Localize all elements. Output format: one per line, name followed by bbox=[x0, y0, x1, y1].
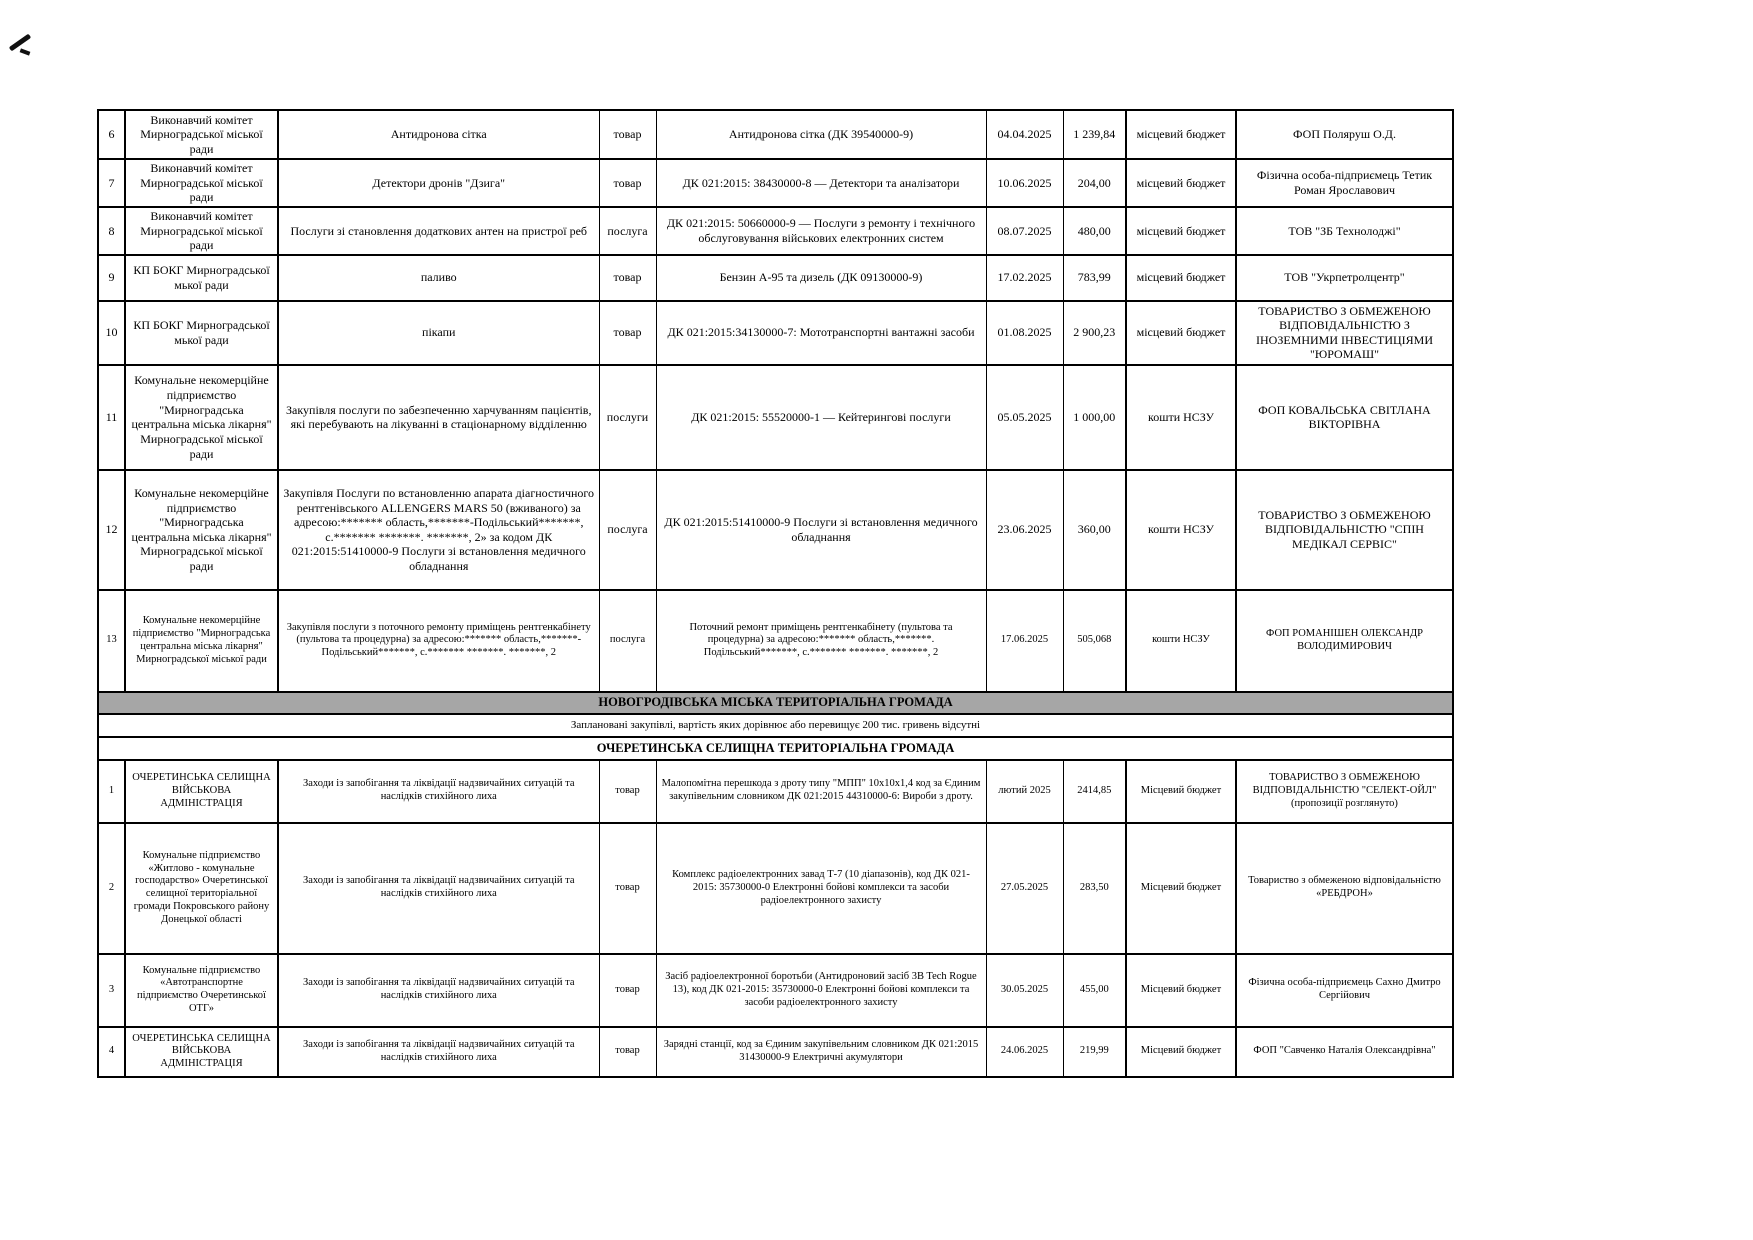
cell-type: товар bbox=[599, 1027, 656, 1077]
cell-item: Поточний ремонт приміщень рентгенкабінету (пультова та процедурна) за адресою:******* область,*******. Подільський*******, с.******* *******. *******, 2 bbox=[656, 590, 986, 692]
cell-date: 30.05.2025 bbox=[986, 954, 1063, 1027]
cell-description: Послуги зі становлення додаткових антен на пристрої реб bbox=[278, 207, 599, 255]
cell-customer: Комунальне некомерційне підприємство "Мирноградська центральна міська лікарня" Мирноградської міської ради bbox=[125, 590, 278, 692]
cell-customer: Комунальне некомерційне підприємство "Мирноградська центральна міська лікарня" Мирноградської міської ради bbox=[125, 470, 278, 590]
cell-row-number: 6 bbox=[98, 110, 125, 159]
cell-type: послуга bbox=[599, 470, 656, 590]
table-row bbox=[98, 365, 1453, 470]
section-note-row bbox=[98, 714, 1453, 737]
cell-date: 04.04.2025 bbox=[986, 110, 1063, 159]
cell-customer: КП БОКГ Мирноградської мької ради bbox=[125, 301, 278, 365]
cell-supplier: ТОВАРИСТВО З ОБМЕЖЕНОЮ ВІДПОВІДАЛЬНІСТЮ "СПІН МЕДІКАЛ СЕРВІС" bbox=[1236, 470, 1453, 590]
cell-amount: 455,00 bbox=[1063, 954, 1126, 1027]
cell-date: 24.06.2025 bbox=[986, 1027, 1063, 1077]
cell-row-number: 12 bbox=[98, 470, 125, 590]
cell-date: 17.06.2025 bbox=[986, 590, 1063, 692]
cell-type: товар bbox=[599, 954, 656, 1027]
cell-budget: місцевий бюджет bbox=[1126, 301, 1236, 365]
section-header-ocheretynska bbox=[98, 737, 1453, 760]
cell-description: Детектори дронів "Дзига" bbox=[278, 159, 599, 207]
cell-date: 23.06.2025 bbox=[986, 470, 1063, 590]
cell-supplier: ТОВ "ЗБ Технолоджі" bbox=[1236, 207, 1453, 255]
table-row bbox=[98, 1027, 1453, 1077]
cell-supplier: Фізична особа-підприємець Тетик Роман Ярославович bbox=[1236, 159, 1453, 207]
cell-amount: 2414,85 bbox=[1063, 760, 1126, 823]
cell-supplier: ФОП КОВАЛЬСЬКА СВІТЛАНА ВІКТОРІВНА bbox=[1236, 365, 1453, 470]
cell-amount: 360,00 bbox=[1063, 470, 1126, 590]
cell-budget: кошти НСЗУ bbox=[1126, 365, 1236, 470]
cell-date: 05.05.2025 bbox=[986, 365, 1063, 470]
cell-supplier: Фізична особа-підприємець Сахно Дмитро Сергійович bbox=[1236, 954, 1453, 1027]
cell-budget: Місцевий бюджет bbox=[1126, 823, 1236, 954]
table-row bbox=[98, 823, 1453, 954]
cell-budget: місцевий бюджет bbox=[1126, 110, 1236, 159]
cell-amount: 505,068 bbox=[1063, 590, 1126, 692]
cell-amount: 1 000,00 bbox=[1063, 365, 1126, 470]
cell-item: Малопомітна перешкода з дроту типу "МПП" 10х10х1,4 код за Єдиним закупівельним словником ДК 021:2015 44310000-6: Вироби з дроту. bbox=[656, 760, 986, 823]
cell-customer: ОЧЕРЕТИНСЬКА СЕЛИЩНА ВІЙСЬКОВА АДМІНІСТРАЦІЯ bbox=[125, 1027, 278, 1077]
cell-row-number: 3 bbox=[98, 954, 125, 1027]
cell-supplier: ТОВАРИСТВО З ОБМЕЖЕНОЮ ВІДПОВІДАЛЬНІСТЮ "СЕЛЕКТ-ОЙЛ" (пропозиції розглянуто) bbox=[1236, 760, 1453, 823]
section-header-novohrodivska bbox=[98, 692, 1453, 714]
cell-row-number: 4 bbox=[98, 1027, 125, 1077]
cell-date: 27.05.2025 bbox=[986, 823, 1063, 954]
cell-customer: Комунальне некомерційне підприємство "Мирноградська центральна міська лікарня" Мирноградської міської ради bbox=[125, 365, 278, 470]
cell-item: ДК 021:2015: 38430000-8 — Детектори та аналізатори bbox=[656, 159, 986, 207]
cell-customer: ОЧЕРЕТИНСЬКА СЕЛИЩНА ВІЙСЬКОВА АДМІНІСТРАЦІЯ bbox=[125, 760, 278, 823]
cell-date: 08.07.2025 bbox=[986, 207, 1063, 255]
cell-supplier: ФОП РОМАНІШЕН ОЛЕКСАНДР ВОЛОДИМИРОВИЧ bbox=[1236, 590, 1453, 692]
cell-budget: місцевий бюджет bbox=[1126, 159, 1236, 207]
cell-type: послуга bbox=[599, 207, 656, 255]
table-row bbox=[98, 760, 1453, 823]
cell-type: товар bbox=[599, 301, 656, 365]
cell-customer: Виконавчий комітет Мирноградської міської ради bbox=[125, 110, 278, 159]
cell-budget: Місцевий бюджет bbox=[1126, 760, 1236, 823]
cell-amount: 219,99 bbox=[1063, 1027, 1126, 1077]
cell-row-number: 11 bbox=[98, 365, 125, 470]
cell-row-number: 10 bbox=[98, 301, 125, 365]
table-row bbox=[98, 255, 1453, 301]
cell-item: ДК 021:2015: 55520000-1 — Кейтерингові послуги bbox=[656, 365, 986, 470]
cell-row-number: 1 bbox=[98, 760, 125, 823]
cell-supplier: ФОП "Савченко Наталія Олександрівна" bbox=[1236, 1027, 1453, 1077]
cell-date: 10.06.2025 bbox=[986, 159, 1063, 207]
cell-amount: 283,50 bbox=[1063, 823, 1126, 954]
cell-date: 01.08.2025 bbox=[986, 301, 1063, 365]
cell-description: паливо bbox=[278, 255, 599, 301]
scan-artifact bbox=[20, 48, 31, 55]
table-row bbox=[98, 954, 1453, 1027]
cell-row-number: 8 bbox=[98, 207, 125, 255]
table-row bbox=[98, 207, 1453, 255]
cell-item: Бензин А-95 та дизель (ДК 09130000-9) bbox=[656, 255, 986, 301]
cell-item: Засіб радіоелектронної боротьби (Антидроновий засіб 3B Tech Rogue 13), код ДК 021-2015: 35730000-0 Електронні бойові комплекси та засоби радіоелектронного захисту bbox=[656, 954, 986, 1027]
cell-item: ДК 021:2015:51410000-9 Послуги зі встановлення медичного обладнання bbox=[656, 470, 986, 590]
table-row bbox=[98, 470, 1453, 590]
cell-amount: 480,00 bbox=[1063, 207, 1126, 255]
cell-budget: кошти НСЗУ bbox=[1126, 470, 1236, 590]
cell-amount: 2 900,23 bbox=[1063, 301, 1126, 365]
table-row bbox=[98, 110, 1453, 159]
cell-item: Антидронова сітка (ДК 39540000-9) bbox=[656, 110, 986, 159]
cell-budget: місцевий бюджет bbox=[1126, 255, 1236, 301]
cell-description: пікапи bbox=[278, 301, 599, 365]
cell-budget: Місцевий бюджет bbox=[1126, 954, 1236, 1027]
cell-customer: КП БОКГ Мирноградської мької ради bbox=[125, 255, 278, 301]
section-header-label: ОЧЕРЕТИНСЬКА СЕЛИЩНА ТЕРИТОРІАЛЬНА ГРОМАДА bbox=[98, 737, 1453, 760]
cell-type: товар bbox=[599, 159, 656, 207]
cell-item: Зарядні станції, код за Єдиним закупівельним словником ДК 021:2015 31430000-9 Електричні акумулятори bbox=[656, 1027, 986, 1077]
cell-type: товар bbox=[599, 823, 656, 954]
cell-type: товар bbox=[599, 255, 656, 301]
cell-date: лютий 2025 bbox=[986, 760, 1063, 823]
cell-description: Закупівля послуги з поточного ремонту приміщень рентгенкабінету (пультова та процедурна) за адресою:******* область,*******-Подільський*******, с.******* *******. *******, 2 bbox=[278, 590, 599, 692]
cell-description: Закупівля послуги по забезпеченню харчуванням пацієнтів, які перебувають на лікуванні в стаціонарному відділенню bbox=[278, 365, 599, 470]
cell-type: послуги bbox=[599, 365, 656, 470]
cell-amount: 1 239,84 bbox=[1063, 110, 1126, 159]
cell-supplier: Товариство з обмеженою відповідальністю «РЕБДРОН» bbox=[1236, 823, 1453, 954]
cell-budget: місцевий бюджет bbox=[1126, 207, 1236, 255]
cell-row-number: 2 bbox=[98, 823, 125, 954]
cell-customer: Комунальне підприємство «Автотранспортне підприємство Очеретинської ОТГ» bbox=[125, 954, 278, 1027]
cell-budget: кошти НСЗУ bbox=[1126, 590, 1236, 692]
cell-customer: Виконавчий комітет Мирноградської міської ради bbox=[125, 207, 278, 255]
cell-description: Заходи із запобігання та ліквідації надзвичайних ситуацій та наслідків стихійного лиха bbox=[278, 954, 599, 1027]
section-note-label: Заплановані закупівлі, вартість яких дорівнює або перевищує 200 тис. гривень відсутні bbox=[98, 714, 1453, 737]
cell-description: Заходи із запобігання та ліквідації надзвичайних ситуацій та наслідків стихійного лиха bbox=[278, 1027, 599, 1077]
procurement-table bbox=[97, 109, 1454, 1078]
cell-description: Заходи із запобігання та ліквідації надзвичайних ситуацій та наслідків стихійного лиха bbox=[278, 823, 599, 954]
cell-type: товар bbox=[599, 110, 656, 159]
cell-type: послуга bbox=[599, 590, 656, 692]
cell-customer: Виконавчий комітет Мирноградської міської ради bbox=[125, 159, 278, 207]
cell-customer: Комунальне підприємство «Житлово - комунальне господарство» Очеретинської селищної територіальної громади Покровського району Донецької області bbox=[125, 823, 278, 954]
section-header-label: НОВОГРОДІВСЬКА МІСЬКА ТЕРИТОРІАЛЬНА ГРОМАДА bbox=[98, 692, 1453, 714]
cell-supplier: ТОВАРИСТВО З ОБМЕЖЕНОЮ ВІДПОВІДАЛЬНІСТЮ З ІНОЗЕМНИМИ ІНВЕСТИЦІЯМИ "ЮРОМАШ" bbox=[1236, 301, 1453, 365]
cell-item: ДК 021:2015:34130000-7: Мототранспортні вантажні засоби bbox=[656, 301, 986, 365]
cell-description: Заходи із запобігання та ліквідації надзвичайних ситуацій та наслідків стихійного лиха bbox=[278, 760, 599, 823]
cell-row-number: 13 bbox=[98, 590, 125, 692]
table-row bbox=[98, 301, 1453, 365]
cell-row-number: 9 bbox=[98, 255, 125, 301]
cell-item: Комплекс радіоелектронних завад Т-7 (10 діапазонів), код ДК 021-2015: 35730000-0 Електронні бойові комплекси та засоби радіоелектронного захисту bbox=[656, 823, 986, 954]
cell-amount: 204,00 bbox=[1063, 159, 1126, 207]
cell-budget: Місцевий бюджет bbox=[1126, 1027, 1236, 1077]
table-row bbox=[98, 590, 1453, 692]
cell-description: Антидронова сітка bbox=[278, 110, 599, 159]
cell-amount: 783,99 bbox=[1063, 255, 1126, 301]
cell-supplier: ФОП Поляруш О.Д. bbox=[1236, 110, 1453, 159]
cell-row-number: 7 bbox=[98, 159, 125, 207]
cell-date: 17.02.2025 bbox=[986, 255, 1063, 301]
table-row bbox=[98, 159, 1453, 207]
cell-description: Закупівля Послуги по встановленню апарата діагностичного рентгенівського ALLENGERS MARS 50 (вживаного) за адресою:******* область,*******-Подільський*******, с.******* *******. *******, 2» за кодом ДК 021:2015:51410000-9 Послуги зі встановлення медичного обладнання bbox=[278, 470, 599, 590]
cell-item: ДК 021:2015: 50660000-9 — Послуги з ремонту і технічного обслуговування військових електронних систем bbox=[656, 207, 986, 255]
cell-supplier: ТОВ "Укрпетролцентр" bbox=[1236, 255, 1453, 301]
cell-type: товар bbox=[599, 760, 656, 823]
